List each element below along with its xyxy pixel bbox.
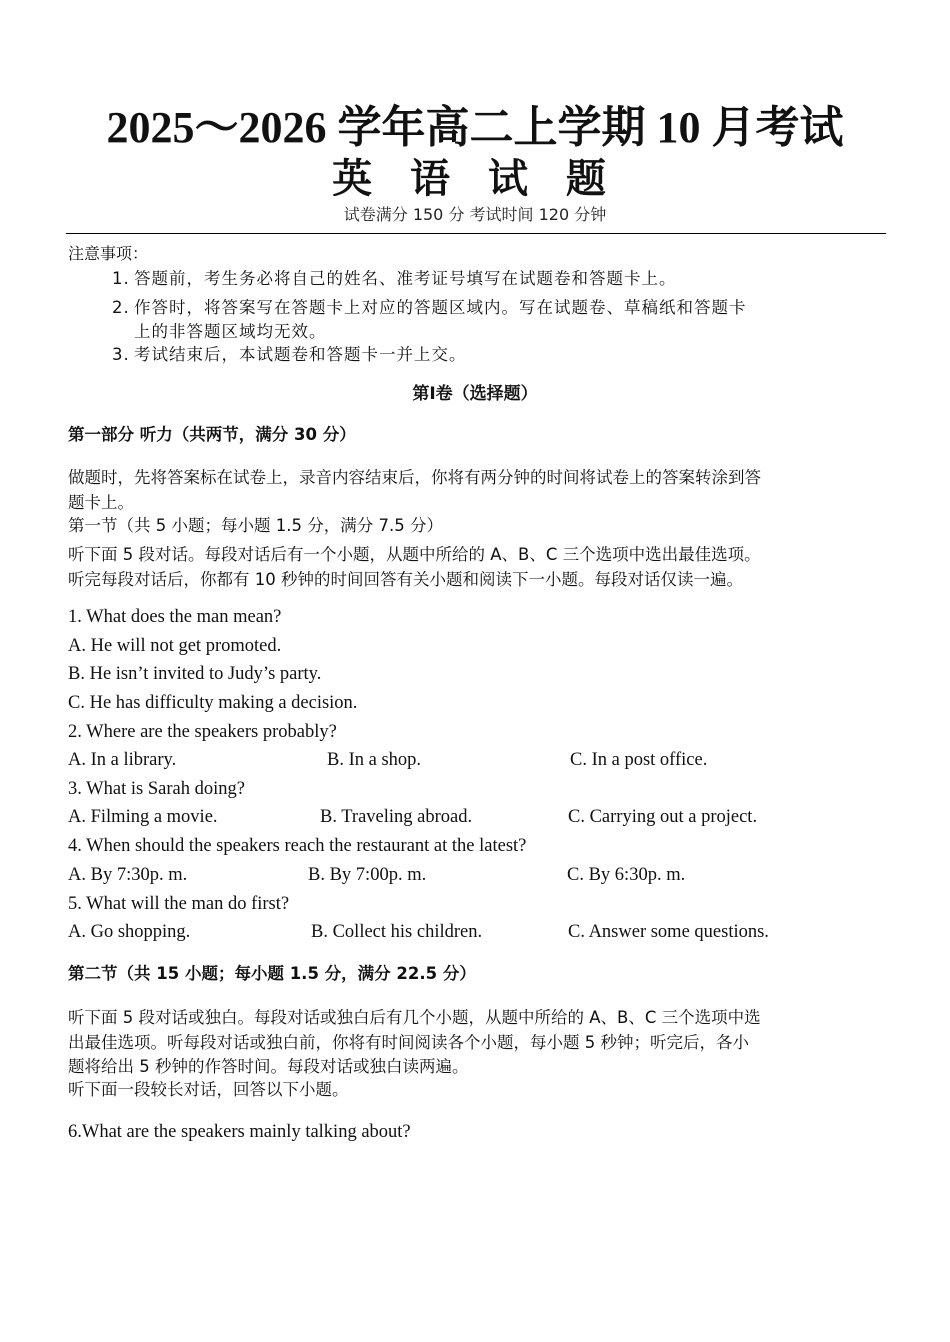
option-b: B. He isn’t invited to Judy’s party. [68,664,322,684]
notes-heading: 注意事项： [68,244,149,263]
note-number: 1. [112,269,130,288]
section1-instruction-line: 听下面 5 段对话。每段对话后有一个小题，从题中所给的 A、B、C 三个选项中选出最佳选项。 [68,545,761,564]
question-4: 4. When should the speakers reach the restaurant at the latest? [68,836,527,856]
section2-instruction-line: 听下面 5 段对话或独白。每段对话或独白后有几个小题，从题中所给的 A、B、C 三个选项中选 [68,1008,761,1027]
note-item [112,343,884,367]
note-number: 3. [112,345,130,364]
note-item [112,267,884,291]
question-6: 6.What are the speakers mainly talking about? [68,1122,411,1142]
section2-heading: 第二节（共 15 小题；每小题 1.5 分，满分 22.5 分） [68,964,476,983]
note-text: 作答时，将答案写在答题卡上对应的答题区域内。写在试题卷、草稿纸和答题卡 [134,298,747,317]
part1-instruction-line: 题卡上。 [68,493,134,512]
section1-instruction-line: 听完每段对话后，你都有 10 秒钟的时间回答有关小题和阅读下一小题。每段对话仅读一遍。 [68,570,743,589]
option-c: C. Carrying out a project. [568,807,758,827]
volume-title: 第Ⅰ卷（选择题） [412,384,538,404]
question-2: 2. Where are the speakers probably? [68,722,337,742]
question-5: 5. What will the man do first? [68,894,290,914]
section2-instruction-line: 题将给出 5 秒钟的作答时间。每段对话或独白读两遍。 [68,1057,469,1076]
section1-heading: 第一节（共 5 小题；每小题 1.5 分，满分 7.5 分） [68,516,443,535]
note-text: 考试结束后，本试题卷和答题卡一并上交。 [134,345,467,364]
option-c: C. By 6:30p. m. [567,865,686,885]
exam-info: 试卷满分 150 分 考试时间 120 分钟 [343,205,607,224]
option-c: C. Answer some questions. [568,922,769,942]
option-c: C. He has difficulty making a decision. [68,693,358,713]
option-a: A. Go shopping. [68,922,191,942]
option-b: B. Traveling abroad. [320,807,473,827]
header-divider [66,233,886,234]
question-1: 1. What does the man mean? [68,607,282,627]
note-text: 答题前，考生务必将自己的姓名、准考证号填写在试题卷和答题卡上。 [134,269,677,288]
option-a: A. By 7:30p. m. [68,865,188,885]
option-b: B. By 7:00p. m. [308,865,427,885]
part1-instruction-line: 做题时，先将答案标在试卷上，录音内容结束后，你将有两分钟的时间将试卷上的答案转涂到答 [68,468,761,487]
note-number: 2. [112,298,130,317]
option-b: B. In a shop. [327,750,422,770]
subject-title: 英 语 试 题 [332,156,618,202]
option-a: A. In a library. [68,750,177,770]
part1-heading: 第一部分 听力（共两节，满分 30 分） [68,425,356,444]
note-item [112,296,884,344]
option-a: A. Filming a movie. [68,807,218,827]
section2-instruction-line: 听下面一段较长对话，回答以下小题。 [68,1080,349,1099]
option-b: B. Collect his children. [311,922,483,942]
option-c: C. In a post office. [570,750,708,770]
option-a: A. He will not get promoted. [68,636,282,656]
exam-title: 2025～2026 学年高二上学期 10 月考试 [106,103,844,152]
question-3: 3. What is Sarah doing? [68,779,245,799]
section2-instruction-line: 出最佳选项。听每段对话或独白前，你将有时间阅读各个小题，每小题 5 秒钟；听完后，各小 [68,1033,749,1052]
note-text-continued: 上的非答题区域均无效。 [134,322,327,341]
